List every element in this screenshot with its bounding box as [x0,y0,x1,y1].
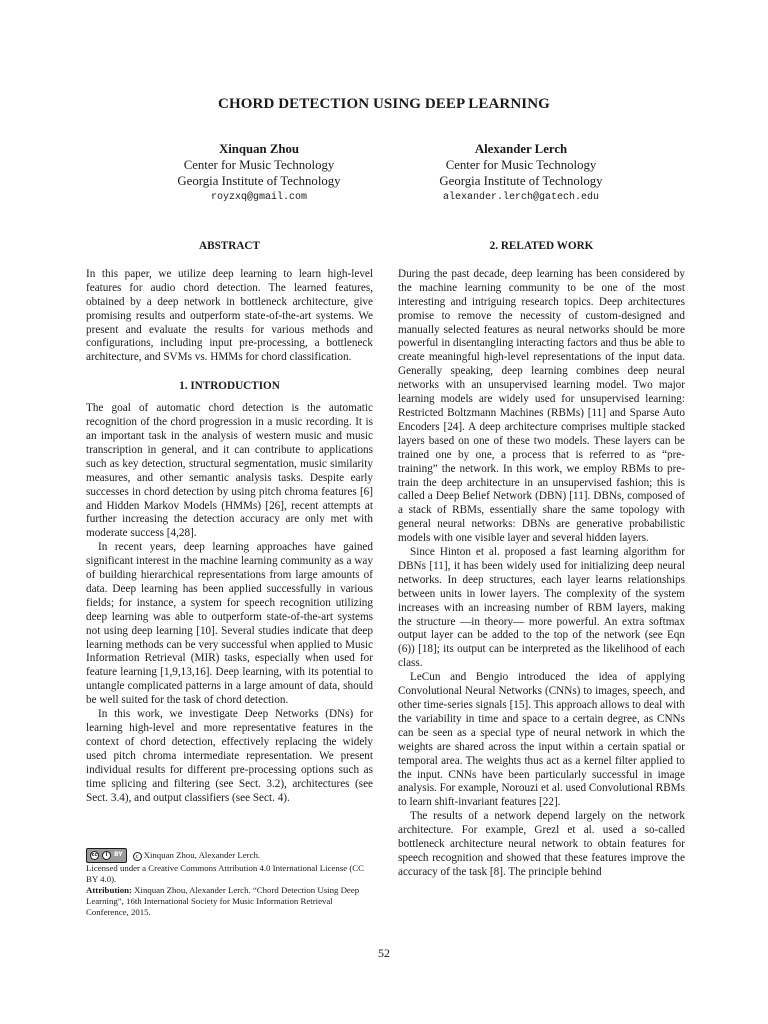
introduction-heading: 1. INTRODUCTION [179,380,280,393]
attribution-label: Attribution: [86,884,132,895]
introduction-paragraph: In recent years, deep learning approaches have gained significant interest in the machine learning community as a way of building hierarchical representations from large amounts of data. Deep learning has been applied successfully in various fields; for instance, a system for speech recognition utilizing deep learning was able to outperform state-of-the-art systems not using deep learning [10]. Several studies indicate that deep learning methods can be very successful when applied to Music Information Retrieval (MIR) tasks, especially when used for feature learning [1,9,13,16]. Deep learning, with its potential to untangle complicated patterns in a large amount of data, should be well suited for the task of chord detection. [86,541,373,707]
author-email: royzxq@gmail.com [210,192,307,203]
author-email: alexander.lerch@gatech.edu [442,192,600,203]
introduction-paragraph: The goal of automatic chord detection is the automatic recognition of the chord progression in a music recording. It is an important task in the analysis of western music and music transcription in general, and it can contribute to applications such as key detection, structural segmentation, music similarity measures, and other semantic analysis tasks. Despite early successes in chord detection by using pitch chroma features [6] and Hidden Markov Models (HMMs) [26], recent attempts at further increasing the detection accuracy are only met with moderate success [4,28]. [86,402,373,540]
cc-license-badge [86,848,127,863]
author-block-2 [371,141,671,206]
attribution-text: Xinquan Zhou, Alexander Lerch. “Chord Detection Using Deep Learning”, 16th International Society for Music Information Retrieval Conference, 2015. [86,884,360,917]
related-work-paragraph: LeCun and Bengio introduced the idea of applying Convolutional Neural Networks (CNNs) to images, speech, and other time-series signals [15]. This approach allows to deal with the variability in time and space to a certain degree, as CNNs can be seen as a special type of neural network in which the weights are shared across the input within a certain spatial or temporal area. The weights thus act as a kernel filter applied to the input. CNNs have been particularly successful in image analysis. For example, Norouzi et al. used Convolutional RBMs to learn shift-invariant features [22]. [398,671,685,809]
related-work-paragraph: During the past decade, deep learning has been considered by the machine learning community to be one of the most interesting and intriguing research topics. Deep architectures promise to remove the necessity of custom-designed and manually selected features as neural networks should be more powerful in disentangling interacting factors and thus be able to create meaningful high-level representations of the input data. Generally speaking, deep learning combines deep neural networks with an unsupervised learning model. Two major learning models are widely used for unsupervised learning: Restricted Boltzmann Machines (RBMs) [11] and Sparse Auto Encoders [24]. A deep architecture comprises multiple stacked layers based on one of these two models. These layers can be trained one by one, a process that is referred to as “pre-training” the network. In this work, we employ RBMs to pre-train the deep architecture in an unsupervised fashion; this is called a Deep Belief Network (DBN) [11]. DBNs, composed of a stack of RBMs, essentially share the same topology with general neural networks: DBNs are generative probabilistic models with one visible layer and several hidden layers. [398,267,685,545]
related-work-paragraph: Since Hinton et al. proposed a fast learning algorithm for DBNs [11], it has been widely used for initializing deep neural networks. In deep structures, each layer learns relationships between units in lower layers. The complexity of the system increases with an increasing number of RBM layers, making the structure —in theory— more powerful. An extra softmax output layer can be added to the top of the network (see Eqn (6)) [18]; its output can be interpreted as the likelihood of each class. [398,546,685,670]
author-name: Alexander Lerch [474,142,568,156]
related-work-heading: 2. RELATED WORK [489,240,594,252]
copyright-holders: Xinquan Zhou, Alexander Lerch. [143,850,261,860]
author-institution: Georgia Institute of Technology [177,174,341,188]
left-column [86,240,373,805]
related-work-paragraph: The results of a network depend largely on the network architecture. For example, Grezl et al. used a so-called bottleneck architecture neural network to obtain features for speech recognition and showed that these features improve the accuracy of the task [8]. The principle behind [398,810,685,878]
right-column [398,240,685,880]
author-block-1 [109,141,409,206]
cc-icon: cc [91,852,98,858]
author-affiliation: Center for Music Technology [445,158,597,172]
license-footnote [86,848,376,918]
introduction-paragraph: In this work, we investigate Deep Networks (DNs) for learning high-level and more representative features in the context of chord detection, effectively replacing the widely used pitch chroma intermediate representation. We present individual results for different pre-processing options such as time splicing and filtering (see Sect. 3.2), architectures (see Sect. 3.4), and output classifiers (see Sect. 4). [86,708,373,804]
abstract-text: In this paper, we utilize deep learning to learn high-level features for audio chord detection. The learned features, obtained by a deep network in bottleneck architecture, give promising results and outperform state-of-the-art systems. We present and evaluate the results for various methods and configurations, including input pre-processing, a bottleneck architecture, and SVMs vs. HMMs for chord classification. [86,267,373,364]
page-number: 52 [378,946,390,960]
author-institution: Georgia Institute of Technology [439,174,603,188]
paper-title: CHORD DETECTION USING DEEP LEARNING [218,96,550,112]
abstract-heading: ABSTRACT [199,240,260,252]
cc-badge-label: BY [114,851,123,859]
attribution-person-icon: i [102,851,111,860]
license-line: Licensed under a Creative Commons Attribution 4.0 International License (CC BY 4.0). [86,863,365,884]
author-affiliation: Center for Music Technology [183,158,335,172]
copyright-icon: c [133,852,142,861]
author-name: Xinquan Zhou [218,142,300,156]
